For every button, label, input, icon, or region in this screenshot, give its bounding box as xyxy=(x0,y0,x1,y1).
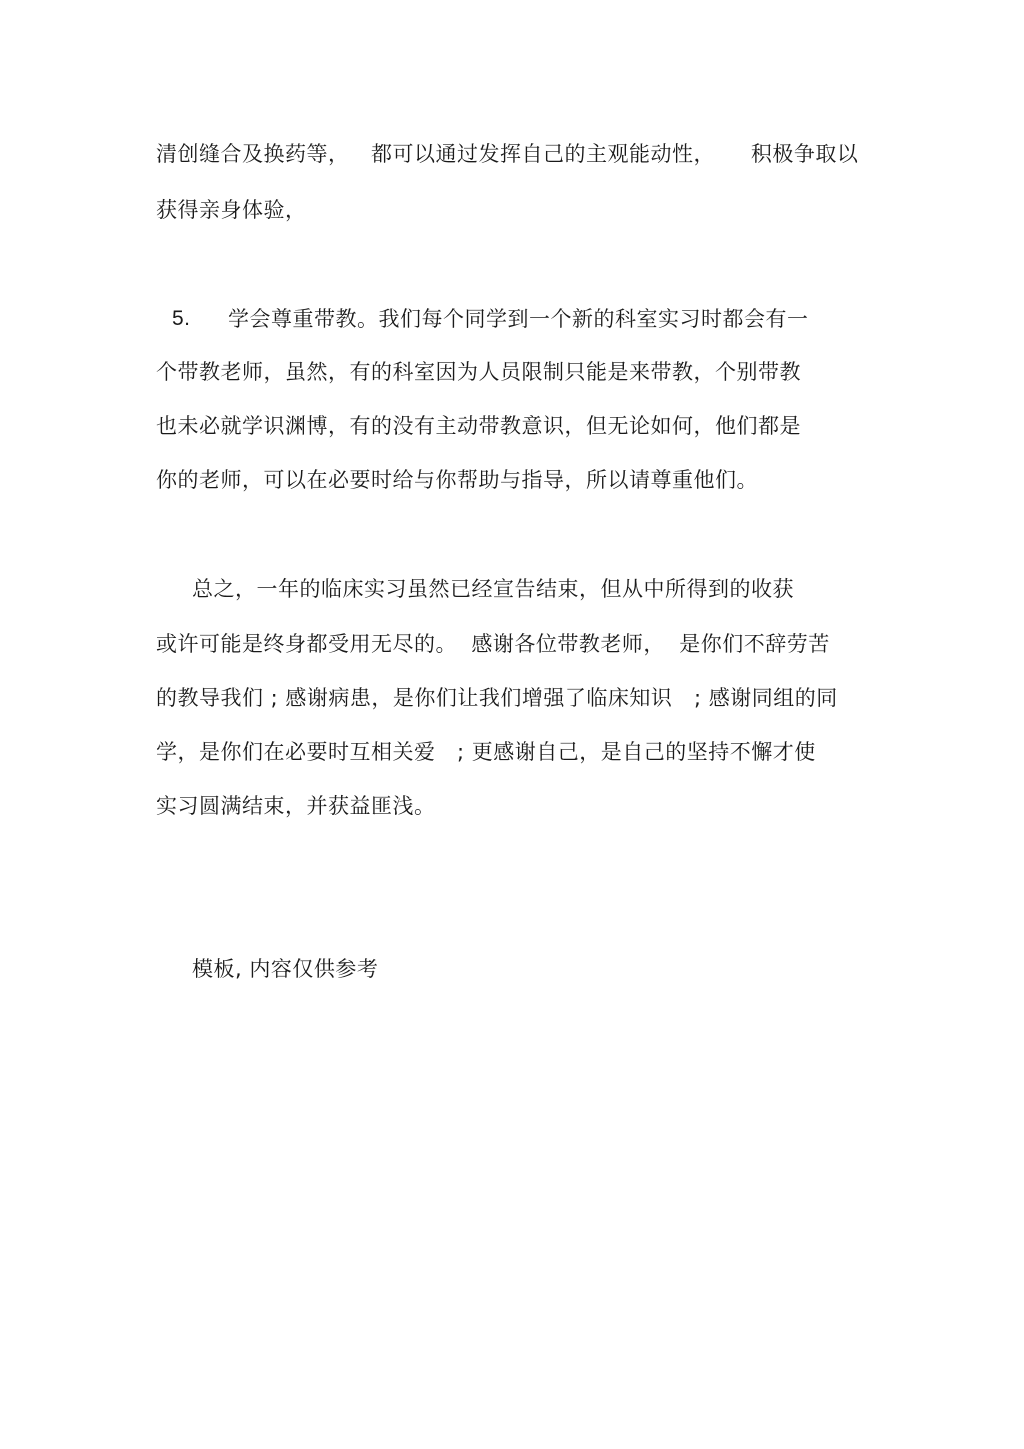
paragraph-3-line-2: 或许可能是终身都受用无尽的。 感谢各位带教老师， 是你们不辞劳苦 xyxy=(156,632,830,656)
paragraph-3-line-1: 总之，一年的临床实习虽然已经宣告结束，但从中所得到的收获 xyxy=(192,577,794,601)
paragraph-2-number: 5. xyxy=(172,307,191,330)
paragraph-3-line-5: 实习圆满结束，并获益匪浅。 xyxy=(156,794,436,818)
paragraph-2-line-4: 你的老师，可以在必要时给与你帮助与指导，所以请尊重他们。 xyxy=(156,468,758,492)
paragraph-1-line-2: 获得亲身体验， xyxy=(156,198,307,222)
paragraph-1-line-1: 清创缝合及换药等， 都可以通过发挥自己的主观能动性， 积极争取以 xyxy=(156,142,859,166)
paragraph-2-line-2: 个带教老师，虽然，有的科室因为人员限制只能是来带教，个别带教 xyxy=(156,360,801,384)
paragraph-3-line-3: 的教导我们 ; 感谢病患，是你们让我们增强了临床知识 ; 感谢同组的同 xyxy=(156,686,838,710)
footer-note: 模板, 内容仅供参考 xyxy=(192,957,379,981)
paragraph-2-line-3: 也未必就学识渊博，有的没有主动带教意识，但无论如何，他们都是 xyxy=(156,414,801,438)
paragraph-3-line-4: 学，是你们在必要时互相关爱 ; 更感谢自己，是自己的坚持不懈才使 xyxy=(156,740,816,764)
paragraph-2-line-1: 学会尊重带教。我们每个同学到一个新的科室实习时都会有一 xyxy=(228,307,809,331)
